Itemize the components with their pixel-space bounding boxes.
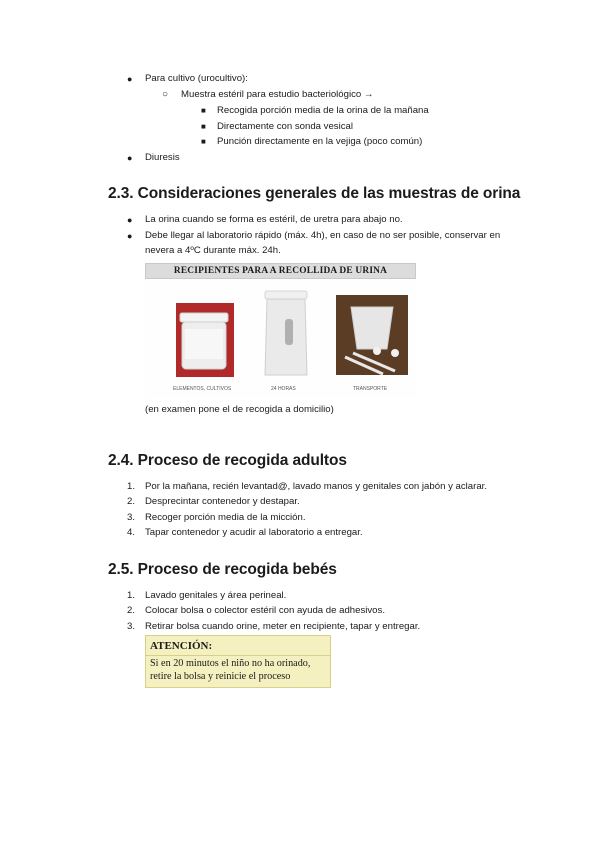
figure-banner: RECIPIENTES PARA A RECOLLIDA DE URINA	[145, 263, 416, 279]
containers-photo	[145, 279, 416, 399]
list-item: Desprecintar contenedor y destapar.	[145, 496, 300, 507]
bullet-dot: ●	[127, 215, 133, 225]
step-number: 4.	[127, 527, 136, 538]
step-number: 1.	[127, 481, 136, 492]
list-item: Colocar bolsa o colector estéril con ayuda de adhesivos.	[145, 605, 385, 616]
urine-containers-figure	[145, 263, 416, 398]
section-heading: 2.3. Consideraciones generales de las muestras de orina	[108, 185, 521, 202]
attention-line: retire la bolsa y reinicie el proceso	[150, 671, 291, 682]
step-number: 3.	[127, 621, 136, 632]
list-item: Por la mañana, recién levantad@, lavado manos y genitales con jabón y aclarar.	[145, 481, 487, 492]
step-number: 2.	[127, 605, 136, 616]
bullet-circle: ○	[162, 89, 169, 100]
list-item: Para cultivo (urocultivo):	[145, 73, 248, 84]
list-item: Directamente con sonda vesical	[217, 121, 353, 132]
step-number: 1.	[127, 590, 136, 601]
attention-line: Si en 20 minutos el niño no ha orinado,	[150, 658, 311, 669]
figure-caption: 24 HORAS	[271, 386, 296, 392]
figure-caption: TRANSPORTE	[353, 386, 388, 392]
list-item: Muestra estéril para estudio bacteriológico →	[181, 89, 374, 100]
bullet-square: ■	[201, 137, 206, 146]
list-item: Recoger porción media de la micción.	[145, 512, 306, 523]
bullet-dot: ●	[127, 231, 133, 241]
bullet-dot: ●	[127, 153, 133, 163]
list-item-continuation: nevera a 4ºC durante máx. 24h.	[145, 245, 281, 256]
list-item: Punción directamente en la vejiga (poco común)	[217, 136, 423, 147]
figure-caption: ELEMENTOS, CULTIVOS	[173, 386, 232, 392]
bullet-square: ■	[201, 106, 206, 115]
figure-note: (en examen pone el de recogida a domicilio)	[145, 404, 334, 415]
section-heading: 2.4. Proceso de recogida adultos	[108, 452, 347, 469]
bullet-square: ■	[201, 122, 206, 131]
list-item: Tapar contenedor y acudir al laboratorio a entregar.	[145, 527, 363, 538]
attention-box	[145, 635, 331, 688]
attention-divider	[146, 655, 330, 656]
list-item: Debe llegar al laboratorio rápido (máx. 4h), en caso de no ser posible, conservar en	[145, 230, 501, 241]
bullet-dot: ●	[127, 74, 133, 84]
list-item: Recogida porción media de la orina de la mañana	[217, 105, 429, 116]
section-heading: 2.5. Proceso de recogida bebés	[108, 561, 337, 578]
list-item: La orina cuando se forma es estéril, de uretra para abajo no.	[145, 214, 403, 225]
list-item: Lavado genitales y área perineal.	[145, 590, 287, 601]
step-number: 3.	[127, 512, 136, 523]
step-number: 2.	[127, 496, 136, 507]
attention-title: ATENCIÓN:	[150, 640, 213, 652]
list-item: Diuresis	[145, 152, 180, 163]
list-item: Retirar bolsa cuando orine, meter en recipiente, tapar y entregar.	[145, 621, 421, 632]
